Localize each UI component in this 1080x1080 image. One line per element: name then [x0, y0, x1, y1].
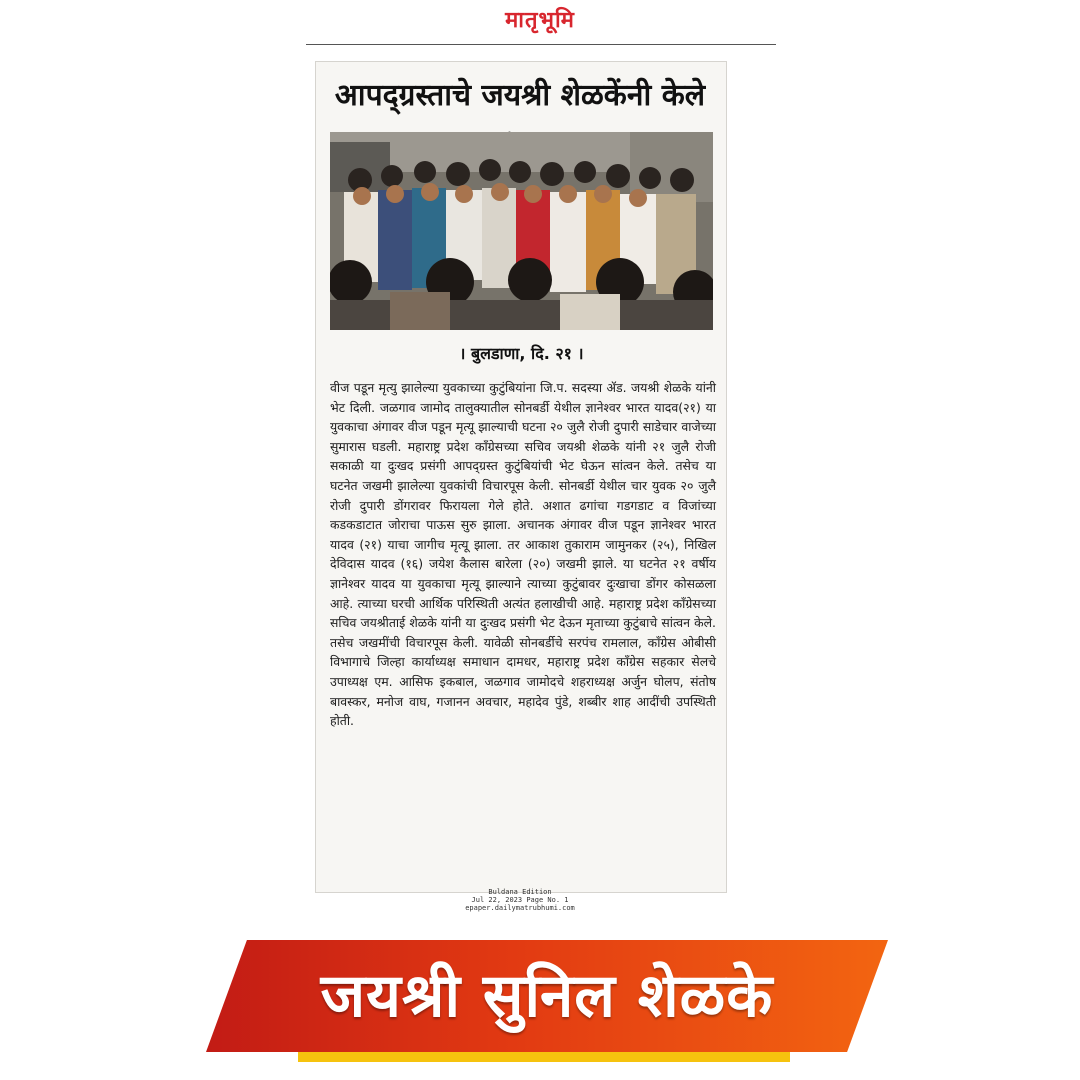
edition-date-page: Jul 22, 2023 Page No. 1: [471, 896, 569, 904]
edition-url: epaper.dailymatrubhumi.com: [465, 904, 575, 912]
crowd-photo-illustration: [330, 132, 713, 330]
banner-underline-stripe: [298, 1052, 790, 1062]
banner-name: जयश्री सुनिल शेळके: [320, 961, 774, 1031]
article-photo: [330, 132, 713, 330]
article-headline: आपद्ग्रस्ताचे जयश्री शेळकेंनी केले: [334, 78, 706, 113]
edition-footer: [420, 888, 620, 912]
article-body: वीज पडून मृत्यु झालेल्या युवकाच्या कुटुंबियांना जि.प. सदस्या ॲड. जयश्री शेळके यांनी भेट दिली. जळगाव जामोद तालुक्यातील सोनबर्डी येथील ज्ञानेश्वर भारत यादव(२१) या युवकाचा अंगावर वीज पडून मृत्यू झाल्याची घटना २० जुलै रोजी दुपारी साडेचार वाजेच्या सुमारास घडली. महाराष्ट्र प्रदेश काँग्रेसच्या सचिव जयश्री शेळके यांनी २१ जुलै रोजी सकाळी या दुःखद प्रसंगी आपद्ग्रस्त कुटुंबियांची भेट घेऊन सांत्वन केले. तसेच या घटनेत जखमी झालेल्या युवकांची विचारपूस केली. सोनबर्डी येथील चार युवक २० जुलै रोजी दुपारी डोंगरावर फिरायला गेले होते. अशात ढगांचा गडगडाट व विजांच्या कडकडाटात जोराचा पाऊस सुरु झाला. अचानक अंगावर वीज पडून ज्ञानेश्वर भारत यादव (२१) याचा जागीच मृत्यू झाला. तर आकाश तुकाराम जामुनकर (२५), निखिल देविदास यादव (१६) जयेश कैलास बारेला (२०) जखमी झाले. या घटनेत २१ वर्षीय ज्ञानेश्वर यादव या युवकाचा मृत्यू झाल्याने त्याच्या कुटुंबावर दुःखाचा डोंगर कोसळला आहे. त्याच्या घरची आर्थिक परिस्थिती अत्यंत हलाखीची आहे. महाराष्ट्र प्रदेश काँग्रेसच्या सचिव जयश्रीताई शेळके यांनी या दुःखद प्रसंगी भेट देऊन मृताच्या कुटुंबाचे सांत्वन केले. तसेच जखमींची विचारपूस केली. यावेळी सोनबर्डीचे सरपंच रामलाल, काँग्रेस ओबीसी विभागाचे जिल्हा कार्याध्यक्ष समाधान दामधर, महाराष्ट्र प्रदेश काँग्रेस सहकार सेलचे उपाध्यक्ष एम. आसिफ इकबाल, जळगाव जामोदचे शहराध्यक्ष अर्जुन घोलप, संतोष बावस्कर, मनोज वाघ, गजानन अवचार, महादेव पुंडे, शब्बीर शाह आदींची उपस्थिती होती.: [330, 380, 716, 729]
masthead-title: मातृभूमि: [505, 8, 575, 33]
masthead-rule: [306, 44, 776, 45]
article-dateline: । बुलडाणा, दि. २१ ।: [459, 344, 584, 363]
edition-name: Buldana Edition: [488, 888, 552, 896]
